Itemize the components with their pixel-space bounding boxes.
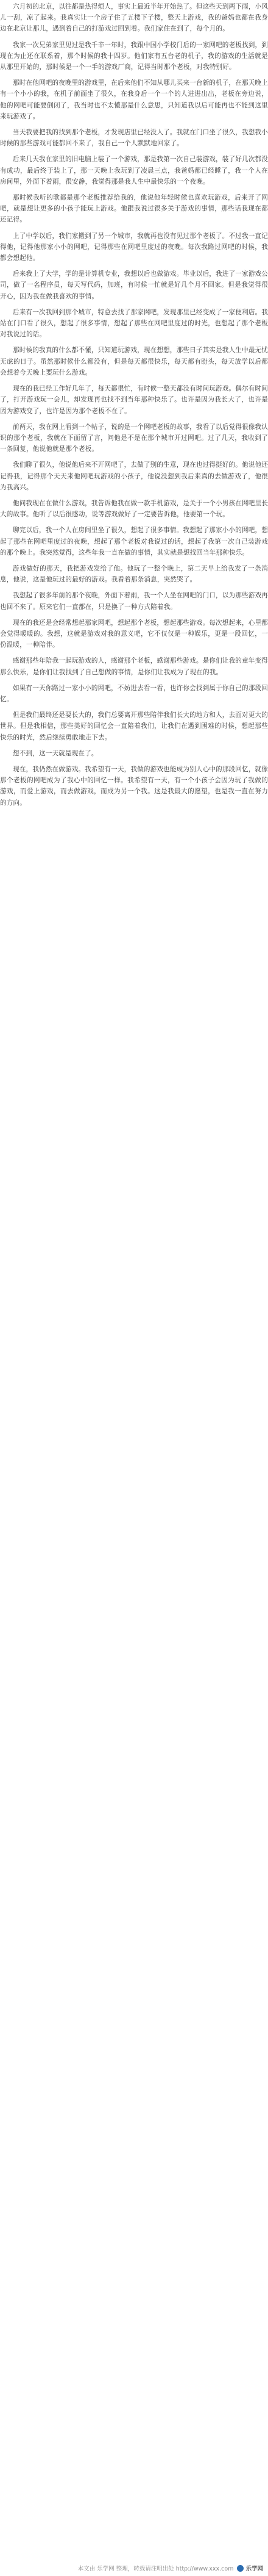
article-paragraph: 聊完以后，我一个人在房间里坐了很久，想起了很多事情。我想起了那家小小的网吧，想起了那些在网吧里度过的夜晚，想起了那个老板对我说过的话，想起了我第一次自己装游戏的那个晚上。我突然觉得，这些年我一直在做的事情，其实就是想找回当年那种快乐。 — [0, 527, 268, 556]
article-paragraph: 但是我们最终还是要长大的，我们总要离开那些陪伴我们长大的地方和人，去面对更大的世界。但是我相信，那些美好的回忆会一直陪着我们，让我们在遇到困难的时候，想起那些快乐的时光，然后继续勇敢地走下去。 — [0, 711, 268, 741]
article-paragraph: 感谢那些年陪我一起玩游戏的人，感谢那个老板，感谢那些游戏。是你们让我的童年变得那么快乐，是你们让我找到了自己想做的事情，是你们让我成为了现在的我。 — [0, 657, 268, 676]
article-paragraph: 当天我要把我的找到那个老板，才发现店里已经没人了。我就在门口坐了很久，我想我小时候的那些游戏可能都回不来了，我自己一个人默默地回家了。 — [0, 129, 268, 148]
article-paragraph: 六月初的北京，以往都是热得烦人，事实上最近半年开始热了。但这些天到两下雨，小风儿一刮，凉了起来。我真实让一个房子住了五楼下子楼，整天上游戏，我的爸妈也都在我身边在北京让那儿，遇到着自己的打游戏过回到着。我们家住在到了，每个月的。 — [0, 3, 268, 33]
article-paragraph: 现在，我仍然在做游戏。我希望有一天，我做的游戏也能成为别人心中的那段回忆，就像那个老板的网吧成为了我心中的回忆一样。我希望有一天，有一个小孩子会因为玩了我做的游戏，而爱上游戏，而去做游戏，而成为另一个我。这是我最大的愿望，也是我一直在努力的方向。 — [0, 765, 268, 807]
article-paragraph: 后来有一次我回到那个城市，特意去找了那家网吧，发现那里已经变成了一家便利店。我站在门口看了很久，想起了很多事情，想起了那些在网吧里度过的时光，也想起了那个老板对我说过的话。 — [0, 308, 268, 339]
article-paragraph: 我家一次兄弟家里见过是我千辛一年时，我跟中国小学校门后的一家网吧的老板找到，到现在为止还在联系着，那个时候的我十四岁。他们家有五台老的机子，我的游戏的生活就是从那里开始的，那时候是一个一手的游戏厂商，记得当时那个老板，对我特别好。 — [0, 41, 268, 71]
article-paragraph: 我们聊了很久，他说他后来不开网吧了，去做了别的生意，现在也过得挺好的。他说他还记得我，记得那个天天来他网吧玩游戏的小孩子，他说没想到我后来真的去做游戏了，他很为我高兴。 — [0, 461, 268, 491]
article-body — [0, 0, 268, 808]
site-logo-icon — [237, 2565, 244, 2572]
article-paragraph: 那时在他网吧的夜晚里的游戏里，在后来他们不知从哪儿买来一台新的机子，在那天晚上有一个小小的我，在机子前面坐了很久，在我身后一个一个的人进进出出，老板在旁边说，他的网吧可能要倒闭了，我当时也不太懂那是什么意思，只知道我以后可能再也不能到这里来玩游戏了。 — [0, 79, 268, 120]
article-paragraph: 想不到，这一天就是现在了。 — [13, 749, 98, 757]
article-paragraph: 游戏做好的那天，我把游戏发给了他。他玩了一整个晚上，第二天早上给我发了一条消息，他说，这是他玩过的最好的游戏。我看着那条消息，突然哭了。 — [0, 564, 268, 584]
article-paragraph: 他问我现在在做什么游戏，我告诉他我在做一款手机游戏，是关于一个小男孩在网吧里长大的故事。他听了以后很感动，说等游戏做好了一定要告诉他，他要第一个玩。 — [0, 499, 268, 519]
article-paragraph: 现在的我还是会经常想起那家网吧，想起那个老板，想起那些游戏。每次想起来，心里都会觉得暖暖的。我想，这就是游戏对我的意义吧，它不仅仅是一种娱乐，更是一段回忆，一份温暖，一种陪伴。 — [0, 619, 268, 649]
article-paragraph: 现在的我已经工作好几年了，每天都很忙，有时候一整天都没有时间玩游戏。偶尔有时间了，打开游戏玩一会儿，却发现再也找不到当年那种快乐了。也许是因为我长大了，也许是因为游戏变了，也许是因为那个老板不在了。 — [0, 385, 268, 415]
article-paragraph: 后来我上了大学，学的是计算机专业，我想以后也做游戏。毕业以后，我进了一家游戏公司，做了一名程序员，每天写代码，加班，有时候一忙就是好几个月不回家。但是我觉得很开心，因为我在做我喜欢的事情。 — [0, 270, 268, 300]
footer-source-text: 本文由 乐学网 整理，转载请注明出处 http://www.xxx.com — [77, 2566, 234, 2572]
article-paragraph: 上了中学以后，我们家搬到了另一个城市，我就再也没有见过那个老板了。不过我一直记得他，记得他那家小小的网吧，记得那些在网吧里度过的夜晚。每次我路过网吧的时候，我都会想起他。 — [0, 232, 268, 262]
footer-logo[interactable] — [237, 2563, 263, 2576]
article-paragraph: 前两天，我在网上看到一个帖子，说的是一个网吧老板的故事，我看了以后觉得很像我认识的那个老板，我就在下面留了言，问他是不是在那个城市开过网吧。过了几天，我收到了一条回复，他说他就是那个老板。 — [0, 423, 268, 453]
article-paragraph: 后来几天我在家里的旧电脑上装了一个游戏，那是我第一次自己装游戏，装了好几次都没有成功，最后终于装上了，那一天晚上我玩到了凌晨三点，我爸妈都已经睡了，我一个人在房间里，外面下着雨，很安静，我觉得那是我人生中最快乐的一个夜晚。 — [0, 156, 268, 185]
footer-logo-label: 乐学网 — [245, 2566, 263, 2572]
article-paragraph: 如果有一天你路过一家小小的网吧，不妨进去看一看，也许你会找到属于你自己的那段回忆。 — [0, 684, 268, 703]
page-footer — [0, 2563, 268, 2576]
article-paragraph: 那时候我听的歌都是那个老板推荐给我的，他说他年轻时候也喜欢玩游戏，后来开了网吧，就是想让更多的小孩子能玩上游戏。他跟我说过很多关于游戏的事情，那些话我现在都还记得。 — [0, 194, 268, 224]
article-paragraph: 那时候的我真的什么都不懂，只知道玩游戏，现在想想，那些日子其实是我人生中最无忧无虑的日子。虽然那时候什么都没有，但是每天都很快乐，每天都有盼头，每天放学以后都会想着今天晚上要玩什么游戏。 — [0, 347, 268, 376]
article-paragraph: 我想起了很多年前的那个夜晚，外面下着雨，我一个人坐在网吧的门口，以为那些游戏再也回不来了。原来它们一直都在，只是换了一种方式陪着我。 — [0, 592, 268, 611]
